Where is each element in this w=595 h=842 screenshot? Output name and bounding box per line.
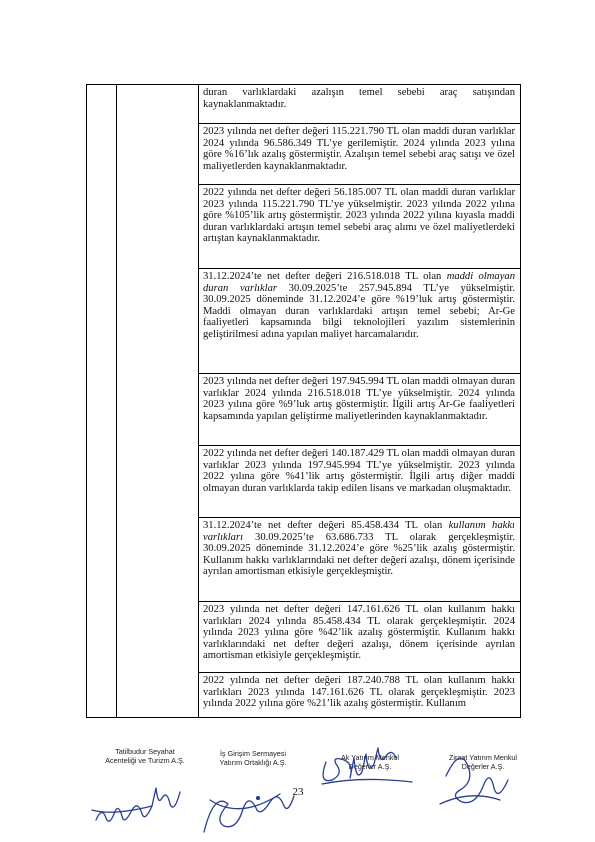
signature-stroke [440, 796, 500, 804]
paragraph-text: 2023 yılında net defter değeri 147.161.626 TL olan kullanım hakkı varlıkları 2024 yılında 85.458.434 TL olarak gerçekleşmiştir. 2024 yılında 2023 yılına göre %42’lik azalış göstermiştir. Kullanım hakkı varlıklarındaki net defter değeri azalışı, dönem içerisinde ayrılan amortisman etkisiyle gerçekleşmiştir. [203, 604, 515, 662]
signature-stroke [322, 779, 412, 784]
signature-stroke [323, 748, 396, 781]
paragraph-9 [199, 672, 520, 710]
table-column-text [199, 85, 520, 717]
text-run: 30.09.2025’te 257.945.894 TL’ye yükselmiştir. 30.09.2025 döneminde 31.12.2024’e göre %19’luk artış göstermiştir. Maddi olmayan duran varlıklardaki artışın temel sebebi; Ar-Ge faaliyetleri kapsamında bilgi teknolojileri yazılım sistemlerinin geliştirilmesi adına yapılan maliyet harcamalarıdır. [203, 282, 515, 340]
paragraph-2 [199, 123, 520, 172]
paragraph-4 [199, 268, 520, 341]
paragraph-1 [199, 85, 520, 110]
signatory-name-line: Değerler A.Ş. [461, 761, 505, 771]
paragraph-5 [199, 373, 520, 422]
paragraph-3 [199, 184, 520, 245]
content-table [86, 84, 521, 718]
paragraph-7 [199, 517, 520, 578]
signature-stroke [96, 788, 180, 821]
paragraph-6 [199, 445, 520, 494]
table-column-empty-2 [116, 85, 199, 717]
signatory-name-line: İş Girişim Sermayesi [220, 749, 286, 758]
signatory-name-line: Ziraat Yatırım Menkul [448, 753, 518, 762]
paragraph-text: 2022 yılında net defter değeri 187.240.788 TL olan kullanım hakkı varlıkları 2023 yılında 147.161.626 TL olarak gerçekleşmiştir. 2023 yılında 2022 yılına göre %21’lik azalış göstermiştir. Kullanım [203, 675, 515, 710]
text-run: 31.12.2024’te net defter değeri 216.518.018 TL olan [203, 271, 447, 282]
table-column-empty-1 [87, 85, 117, 717]
italic-term: maddi olmayan duran varlıklar [203, 271, 515, 294]
text-run: 30.09.2025’te 63.686.733 TL olarak gerçekleşmiştir. 30.09.2025 döneminde 31.12.2024’e göre %25’lik azalış göstermiştir. Kullanım hakkı varlıklarındaki net defter değeri azalışı, dönem içerisinde ayrılan amortisman etkisiyle gerçekleşmiştir. [203, 531, 515, 578]
signature-stroke [204, 796, 294, 832]
text-run: 31.12.2024’te net defter değeri 85.458.434 TL olan [203, 520, 449, 531]
paragraph-text: 2022 yılında net defter değeri 56.185.007 TL olan maddi duran varlıklar 2023 yılında 115.221.790 TL’ye yükselmiştir. 2023 yılında 2022 yılına göre %105’lik artış göstermiştir. 2023 yılında 2022 yılına kıyasla maddi duran varlıklardaki artışın temel sebebi araç alımı ve özel maliyetlerdeki artıştan kaynaklanmaktadır. [203, 187, 515, 245]
paragraph-text: 2022 yılında net defter değeri 140.187.429 TL olan maddi olmayan duran varlıklar 2023 yılında 197.945.994 TL’ye yükselmiştir. 2023 yılında 2022 yılına göre %41’lik artış göstermiştir. İlgili artış diğer maddi olmayan duran varlıklarda takip edilen lisans ve markadan oluşmaktadır. [203, 448, 515, 494]
paragraph-text: 2023 yılında net defter değeri 115.221.790 TL olan maddi duran varlıklar 2024 yılında 96.586.349 TL’ye gerilemiştir. 2024 yılında 2023 yılına göre %16’lık azalış göstermiştir. Azalışın temel sebebi araç satışı ve özel maliyetlerden kaynaklanmaktadır. [203, 126, 515, 172]
paragraph-text: duran varlıklardaki azalışın temel sebebi araç satışından kaynaklanmaktadır. [203, 87, 515, 110]
paragraph-text [203, 271, 515, 341]
signatory-name-line: Yatırım Ortaklığı A.Ş. [219, 757, 287, 767]
signatory-name-line: Ak Yatırım Menkul [340, 753, 400, 762]
italic-term: kullanım hakkı varlıkları [203, 520, 515, 543]
signatory-name-line: Tatilbudur Seyahat [115, 747, 175, 756]
signatory-name-line: Değerler A.Ş. [348, 761, 392, 771]
paragraph-text: 2023 yılında net defter değeri 197.945.994 TL olan maddi olmayan duran varlıklar 2024 yılında 216.518.018 TL’ye yükselmiştir. 2024 yılında 2023 yılına göre %9’luk artış göstermiştir. İlgili artış Ar-Ge faaliyetleri kapsamında yapılan geliştirme maliyetlerinden kaynaklanmaktadır. [203, 376, 515, 422]
signatory-name-line: Acenteliği ve Turizm A.Ş. [105, 755, 185, 765]
page-number: 23 [292, 786, 304, 798]
paragraph-8 [199, 601, 520, 662]
signature-dot [257, 797, 260, 800]
paragraph-text [203, 520, 515, 578]
signature-stroke [92, 806, 152, 812]
